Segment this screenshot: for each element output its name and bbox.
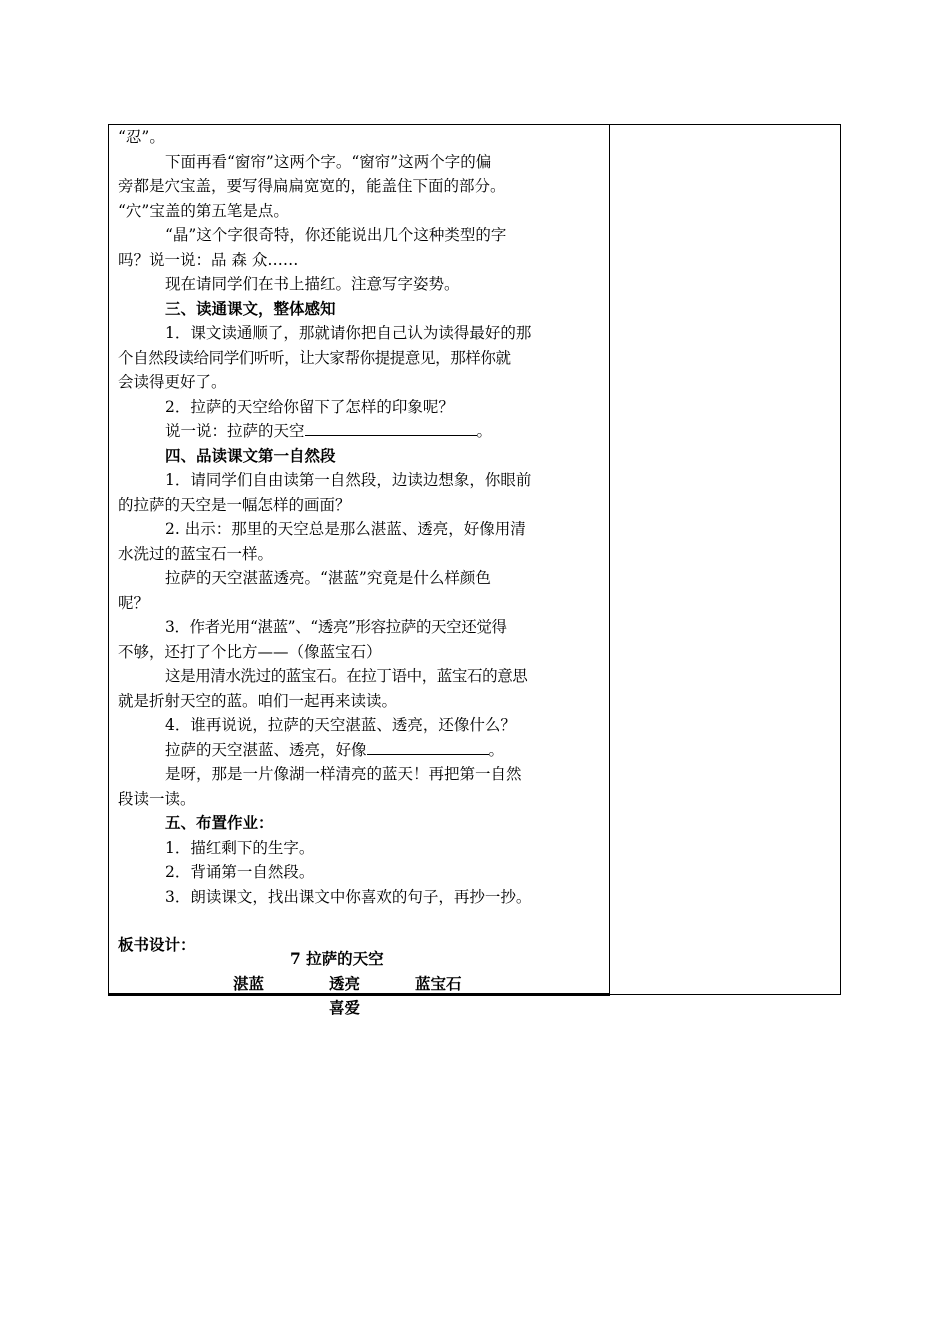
- text-line: 旁都是穴宝盖，要写得扁扁宽宽的，能盖住下面的部分。: [118, 177, 506, 195]
- text-line: 的拉萨的天空是一幅怎样的画面？: [118, 495, 351, 514]
- lesson-table: [108, 124, 841, 1017]
- text-line: 。: [476, 422, 493, 440]
- notes-cell: [610, 125, 840, 994]
- text-line: 吗？说一说：品 森 众……: [118, 250, 299, 269]
- board-center-row: [109, 996, 610, 1021]
- board-title-row: [109, 947, 610, 972]
- text-line: 呢？: [118, 593, 150, 612]
- text-line: 1．课文读通顺了，那就请你把自己认为读得最好的那: [165, 324, 532, 342]
- text-line: 拉萨的天空湛蓝、透亮，好像: [165, 740, 367, 759]
- text-line: 个自然段读给同学们听听，让大家帮你提提意见，那样你就: [118, 348, 511, 367]
- text-line: 段读一读。: [118, 789, 196, 808]
- text-line: 2. 出示：那里的天空总是那么湛蓝、透亮，好像用清: [165, 520, 526, 538]
- text-line: 不够，还打了个比方——（像蓝宝石）: [118, 642, 382, 661]
- text-line: 就是折射天空的蓝。咱们一起再来读读。: [118, 691, 398, 710]
- text-line: 2．拉萨的天空给你留下了怎样的印象呢？: [165, 397, 454, 416]
- fill-in-blank: [367, 738, 489, 755]
- section-heading: 五、布置作业：: [165, 813, 274, 832]
- text-line: 2．背诵第一自然段。: [165, 863, 315, 881]
- text-line: “忍”。: [118, 128, 165, 146]
- board-word: 湛蓝: [233, 973, 265, 993]
- board-word: 喜爱: [329, 998, 361, 1017]
- text-line: 水洗过的蓝宝石一样。: [118, 544, 274, 563]
- text-line: 现在请同学们在书上描红。注意写字姿势。: [165, 275, 460, 293]
- text-line: 1．请同学们自由读第一自然段，边读边想象，你眼前: [165, 471, 532, 489]
- board-heading: 板书设计：: [118, 935, 196, 954]
- section-heading: 四、品读课文第一自然段: [165, 445, 336, 465]
- text-line: 下面再看“窗帘”这两个字。“窗帘”这两个字的偏: [165, 152, 492, 171]
- lesson-text: [118, 125, 606, 909]
- text-line: 是呀，那是一片像湖一样清亮的蓝天！再把第一自然: [165, 765, 522, 783]
- text-line: “穴”宝盖的第五笔是点。: [118, 201, 289, 220]
- board-title: 7 拉萨的天空: [290, 949, 384, 968]
- section-heading: 三、读通课文，整体感知: [165, 298, 336, 318]
- bottom-rule: [108, 993, 610, 996]
- text-line: 。: [488, 740, 505, 759]
- fill-in-blank: [305, 419, 477, 436]
- board-word: 蓝宝石: [415, 973, 462, 993]
- board-layout: [109, 947, 610, 1021]
- text-line: 3．作者光用“湛蓝”、“透亮”形容拉萨的天空还觉得: [165, 618, 507, 636]
- text-line: 3．朗读课文，找出课文中你喜欢的句子，再抄一抄。: [165, 887, 532, 906]
- text-line: “晶”这个字很奇特，你还能说出几个这种类型的字: [165, 226, 507, 244]
- text-line: 1．描红剩下的生字。: [165, 838, 315, 857]
- text-line: 拉萨的天空湛蓝透亮。“湛蓝”究竟是什么样颜色: [165, 569, 491, 587]
- fill-in-line: [118, 738, 606, 763]
- text-line: 这是用清水洗过的蓝宝石。在拉丁语中，蓝宝石的意思: [165, 667, 528, 685]
- board-word: 透亮: [329, 973, 361, 993]
- text-line: 会读得更好了。: [118, 373, 227, 391]
- lesson-content-cell: [109, 125, 610, 1017]
- text-line: 4．谁再说说，拉萨的天空湛蓝、透亮，还像什么？: [165, 716, 516, 734]
- fill-in-line: [118, 419, 606, 444]
- text-line: 说一说：拉萨的天空: [165, 422, 305, 440]
